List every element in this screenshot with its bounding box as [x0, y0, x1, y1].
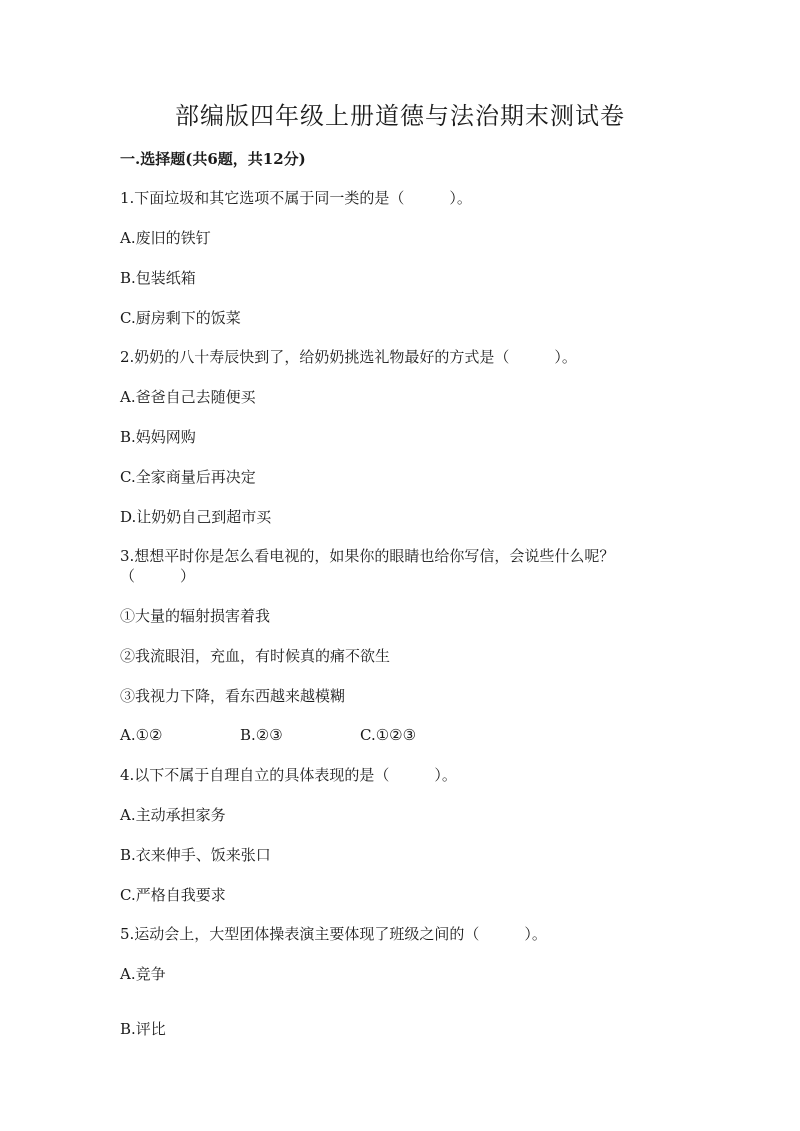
question-4-stem: 4.以下不属于自理自立的具体表现的是（ ）。 — [120, 766, 457, 784]
question-2-stem: 2.奶奶的八十寿辰快到了，给奶奶挑选礼物最好的方式是（ ）。 — [120, 348, 577, 366]
section-heading: 一.选择题(共6题，共12分) — [120, 150, 306, 168]
question-3-stem: 3.想想平时你是怎么看电视的，如果你的眼睛也给你写信，会说些什么呢？ — [120, 547, 615, 565]
question-2-option-c: C.全家商量后再决定 — [120, 468, 256, 486]
question-2-option-a: A.爸爸自己去随便买 — [120, 388, 256, 406]
question-3-statement-2: ②我流眼泪，充血，有时候真的痛不欲生 — [120, 647, 391, 665]
question-5-stem: 5.运动会上，大型团体操表演主要体现了班级之间的（ ）。 — [120, 925, 547, 943]
question-4-option-a: A.主动承担家务 — [120, 806, 226, 824]
question-1-stem: 1.下面垃圾和其它选项不属于同一类的是（ ）。 — [120, 189, 472, 207]
question-1-option-a: A.废旧的铁钉 — [120, 229, 211, 247]
question-3-option-a: A.①② — [120, 726, 163, 744]
question-1-option-c: C.厨房剩下的饭菜 — [120, 309, 241, 327]
question-3-statement-3: ③我视力下降，看东西越来越模糊 — [120, 687, 346, 705]
question-5-option-a: A.竞争 — [120, 965, 166, 983]
question-3-option-c: C.①②③ — [360, 726, 417, 744]
question-2-option-d: D.让奶奶自己到超市买 — [120, 508, 272, 526]
question-5-option-b: B.评比 — [120, 1020, 166, 1038]
question-2-option-b: B.妈妈网购 — [120, 428, 196, 446]
question-4-option-c: C.严格自我要求 — [120, 886, 226, 904]
question-4-option-b: B.衣来伸手、饭来张口 — [120, 846, 271, 864]
question-3-paren: （ ） — [120, 567, 196, 585]
question-1-option-b: B.包装纸箱 — [120, 269, 196, 287]
question-3-option-b: B.②③ — [240, 726, 283, 744]
page-title: 部编版四年级上册道德与法治期末测试卷 — [175, 102, 625, 130]
question-3-statement-1: ①大量的辐射损害着我 — [120, 607, 271, 625]
